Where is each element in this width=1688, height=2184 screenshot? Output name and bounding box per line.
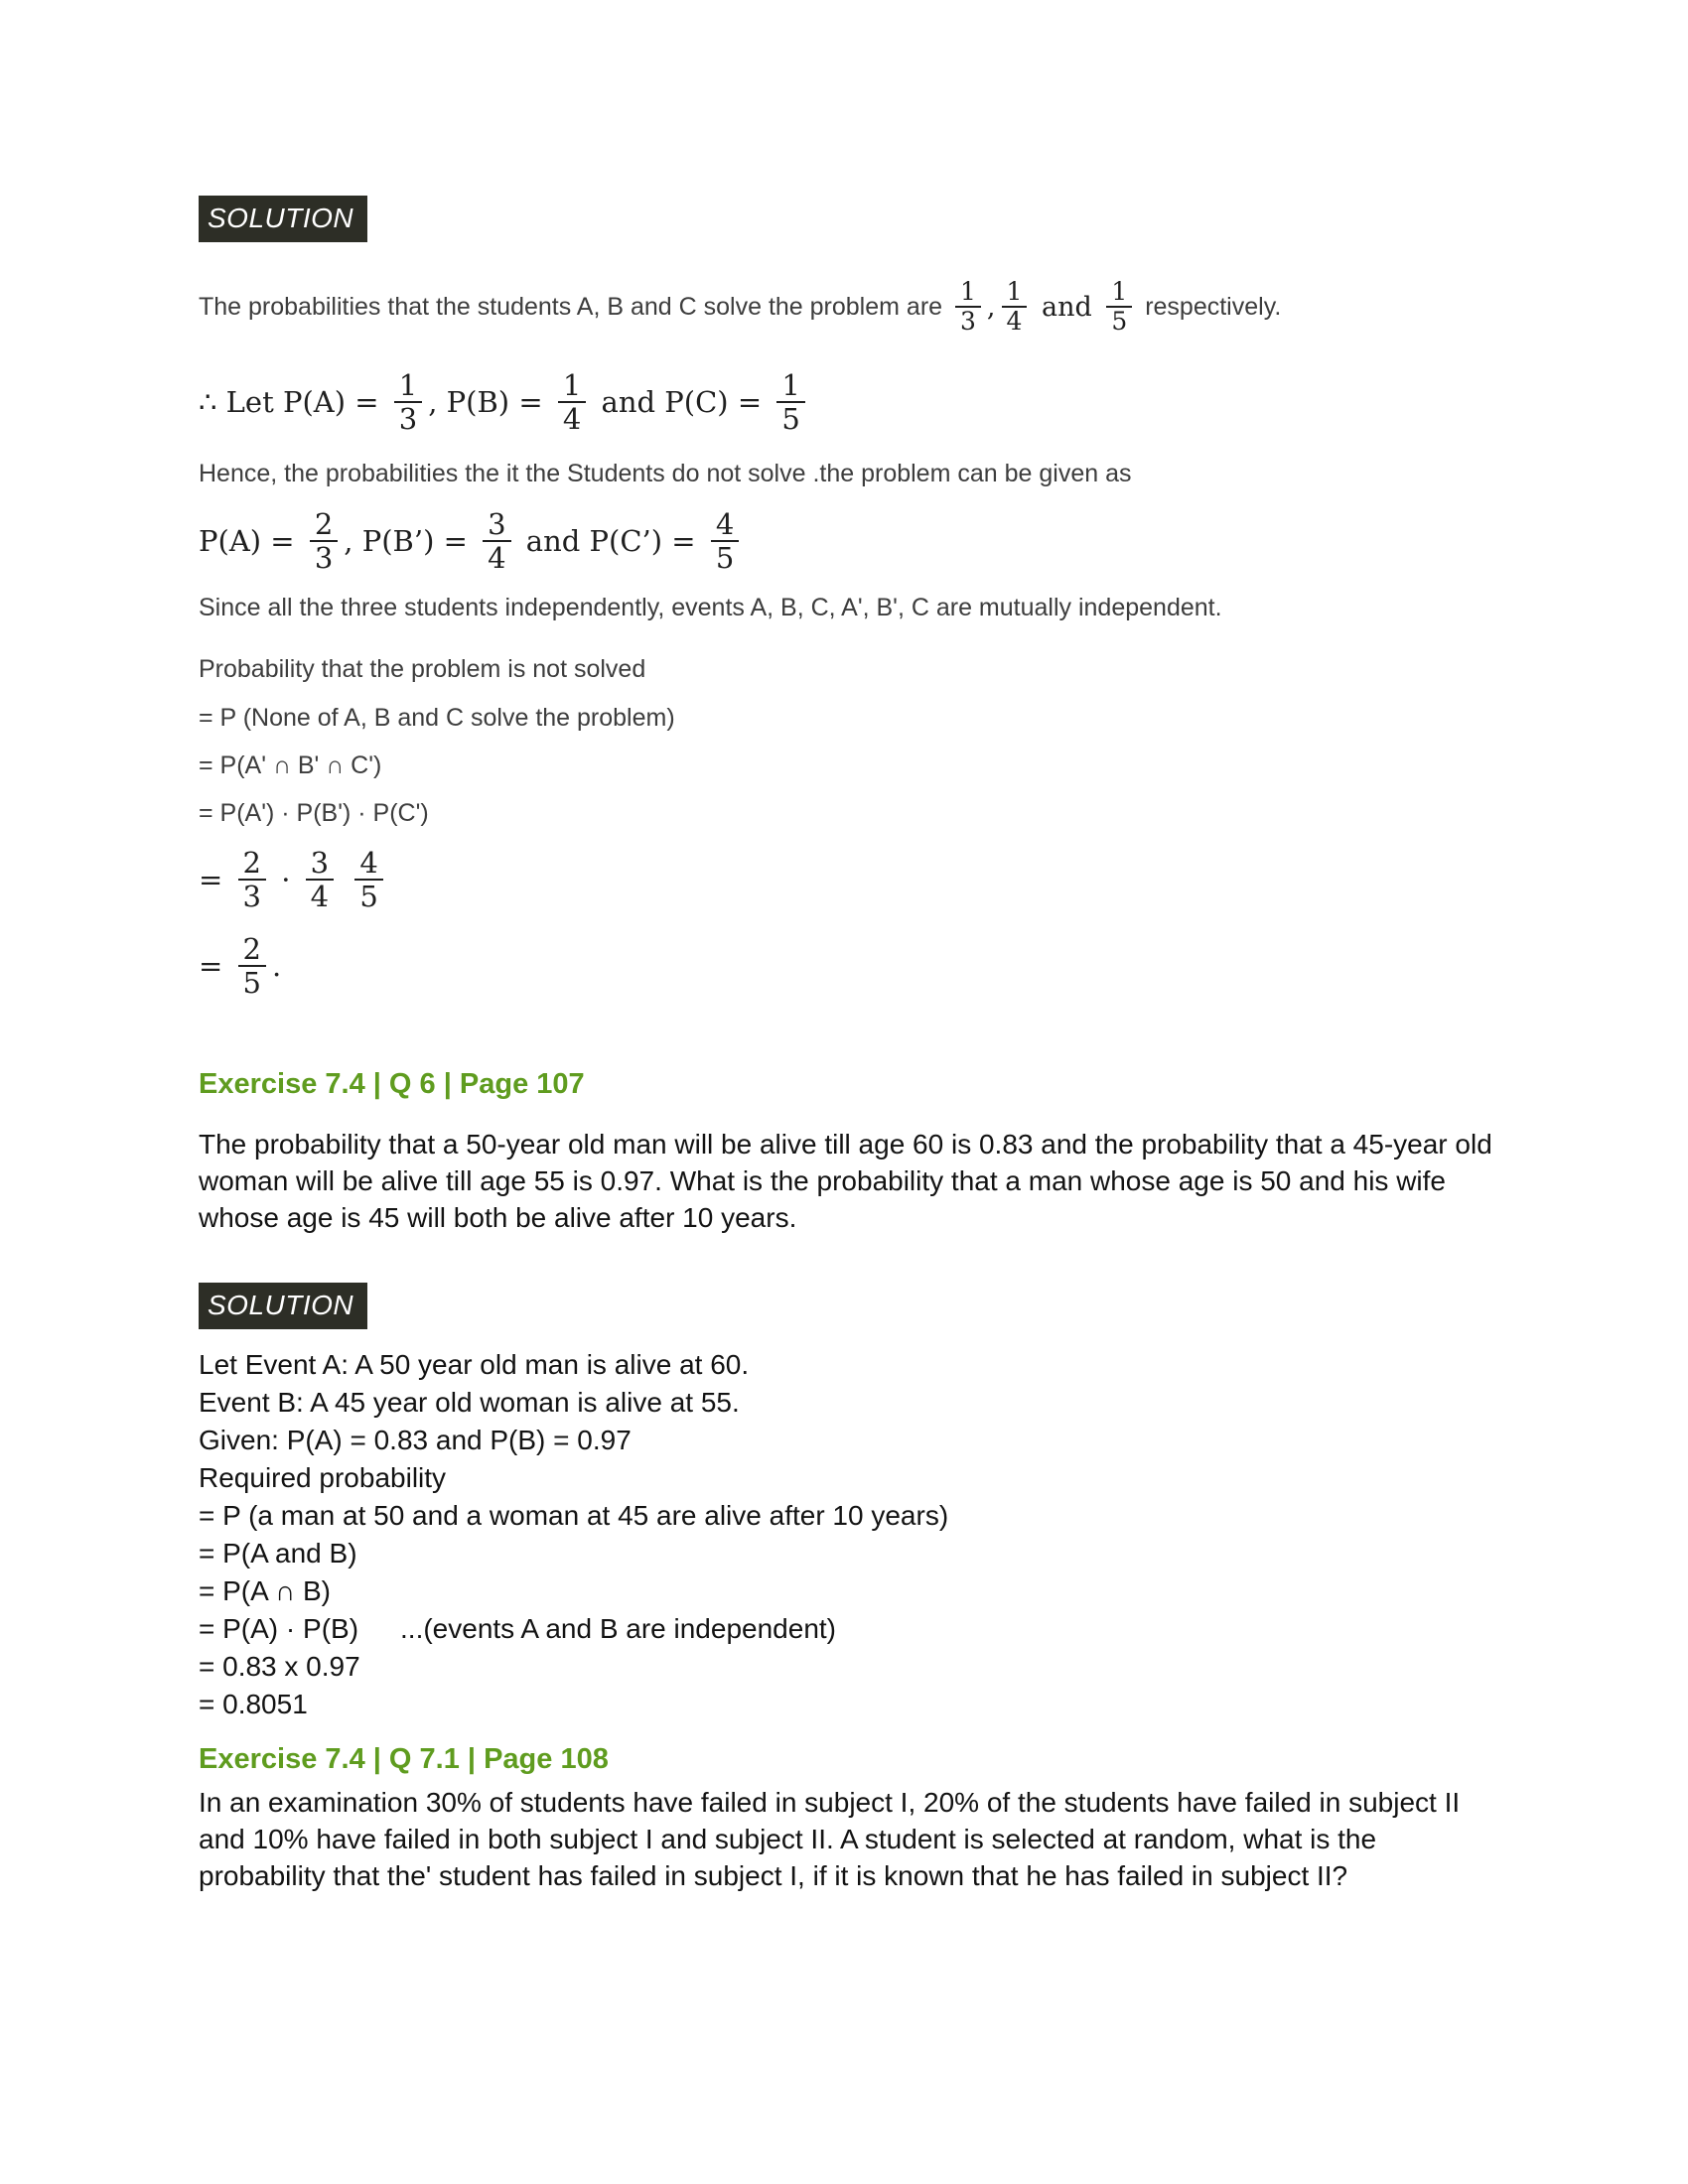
text-segment: = (199, 949, 232, 984)
question-q6-text: The probability that a 50-year old man will be alive till age 60 is 0.83 and the probability that a 45-year old woman will be alive till age 55 is 0.97. What is the probability that a man whose age is 50 and his wife whose age is 45 will both be alive after 10 years. (199, 1129, 1492, 1233)
text-segment: ...(events A and B are independent) (400, 1613, 836, 1644)
text-segment: and P(C’) = (516, 524, 705, 559)
text-segment: The probabilities that the students A, B and C solve the problem are (199, 292, 949, 321)
question-q71-text: In an examination 30% of students have failed in subject I, 20% of the students have failed in subject II and 10% have failed in both subject I and subject II. A student is selected at random, what is the probability that the' student has failed in subject I, if it is known that he has failed in subject II? (199, 1787, 1461, 1891)
text-segment: and (1033, 291, 1101, 323)
text-segment: = P(A) · P(B) (199, 1613, 359, 1644)
solution2-line: = P (a man at 50 and a woman at 45 are alive after 10 years) (199, 1500, 949, 1531)
math-line-assumption (199, 369, 811, 436)
solution1-step: = P(A' ∩ B' ∩ C') (199, 751, 382, 779)
math-line-result (199, 933, 281, 1000)
solution2-block (199, 1346, 948, 1723)
fraction: $\frac{1}{4}$ (1002, 278, 1028, 336)
solution2-line: = 0.8051 (199, 1689, 308, 1719)
text-segment: respectively. (1138, 292, 1282, 321)
solution2-line: Required probability (199, 1462, 447, 1493)
text-segment: , P(B’) = (344, 524, 478, 559)
exercise-heading-q6: Exercise 7.4 | Q 6 | Page 107 (199, 1068, 585, 1100)
solution2-line: = 0.83 x 0.97 (199, 1651, 360, 1682)
since-line: Since all the three students independently, events A, B, C, A', B', C are mutually independent. (199, 594, 1222, 621)
math-line-product (199, 847, 389, 913)
text-segment: , (986, 291, 996, 323)
solution-badge: SOLUTION (199, 1283, 367, 1329)
fraction: $\frac{1}{3}$ (955, 278, 981, 336)
fraction: $\frac{3}{4}$ (306, 847, 334, 913)
solution2-line: Event B: A 45 year old woman is alive at 55. (199, 1387, 740, 1418)
text-segment: and P(C) = (592, 385, 772, 420)
fraction: $\frac{2}{3}$ (310, 508, 338, 575)
hence-line: Hence, the probabilities the it the Students do not solve .the problem can be given as (199, 460, 1132, 487)
solution2-line: Given: P(A) = 0.83 and P(B) = 0.97 (199, 1425, 632, 1455)
fraction: $\frac{1}{5}$ (1106, 278, 1132, 336)
math-line-complements (199, 508, 745, 575)
fraction: $\frac{2}{5}$ (238, 933, 266, 1000)
fraction: $\frac{3}{4}$ (483, 508, 510, 575)
text-segment: = (199, 863, 232, 897)
fraction: $\frac{1}{5}$ (776, 369, 804, 436)
solution1-step: Probability that the problem is not solved (199, 655, 646, 683)
text-segment: ∴ Let P(A) = (199, 385, 388, 420)
fraction: $\frac{4}{5}$ (354, 847, 382, 913)
exercise-heading-q71: Exercise 7.4 | Q 7.1 | Page 108 (199, 1743, 609, 1775)
text-segment (340, 863, 349, 896)
solution1-step: = P(A') · P(B') · P(C') (199, 799, 429, 827)
fraction: $\frac{2}{3}$ (238, 847, 266, 913)
solution-badge: SOLUTION (199, 196, 367, 242)
solution2-note-line (199, 1610, 948, 1648)
solution1-step: = P (None of A, B and C solve the problem) (199, 704, 675, 732)
solution2-line: Let Event A: A 50 year old man is alive at 60. (199, 1349, 750, 1380)
solution1-intro-line (199, 278, 1519, 336)
text-segment: P(A) = (199, 524, 304, 559)
text-segment: . (271, 949, 282, 984)
solution2-line: = P(A and B) (199, 1538, 357, 1569)
fraction: $\frac{4}{5}$ (711, 508, 739, 575)
text-segment: · (271, 863, 300, 897)
solution2-line: = P(A ∩ B) (199, 1575, 331, 1606)
fraction: $\frac{1}{3}$ (394, 369, 422, 436)
fraction: $\frac{1}{4}$ (558, 369, 586, 436)
text-segment: , P(B) = (428, 385, 552, 420)
